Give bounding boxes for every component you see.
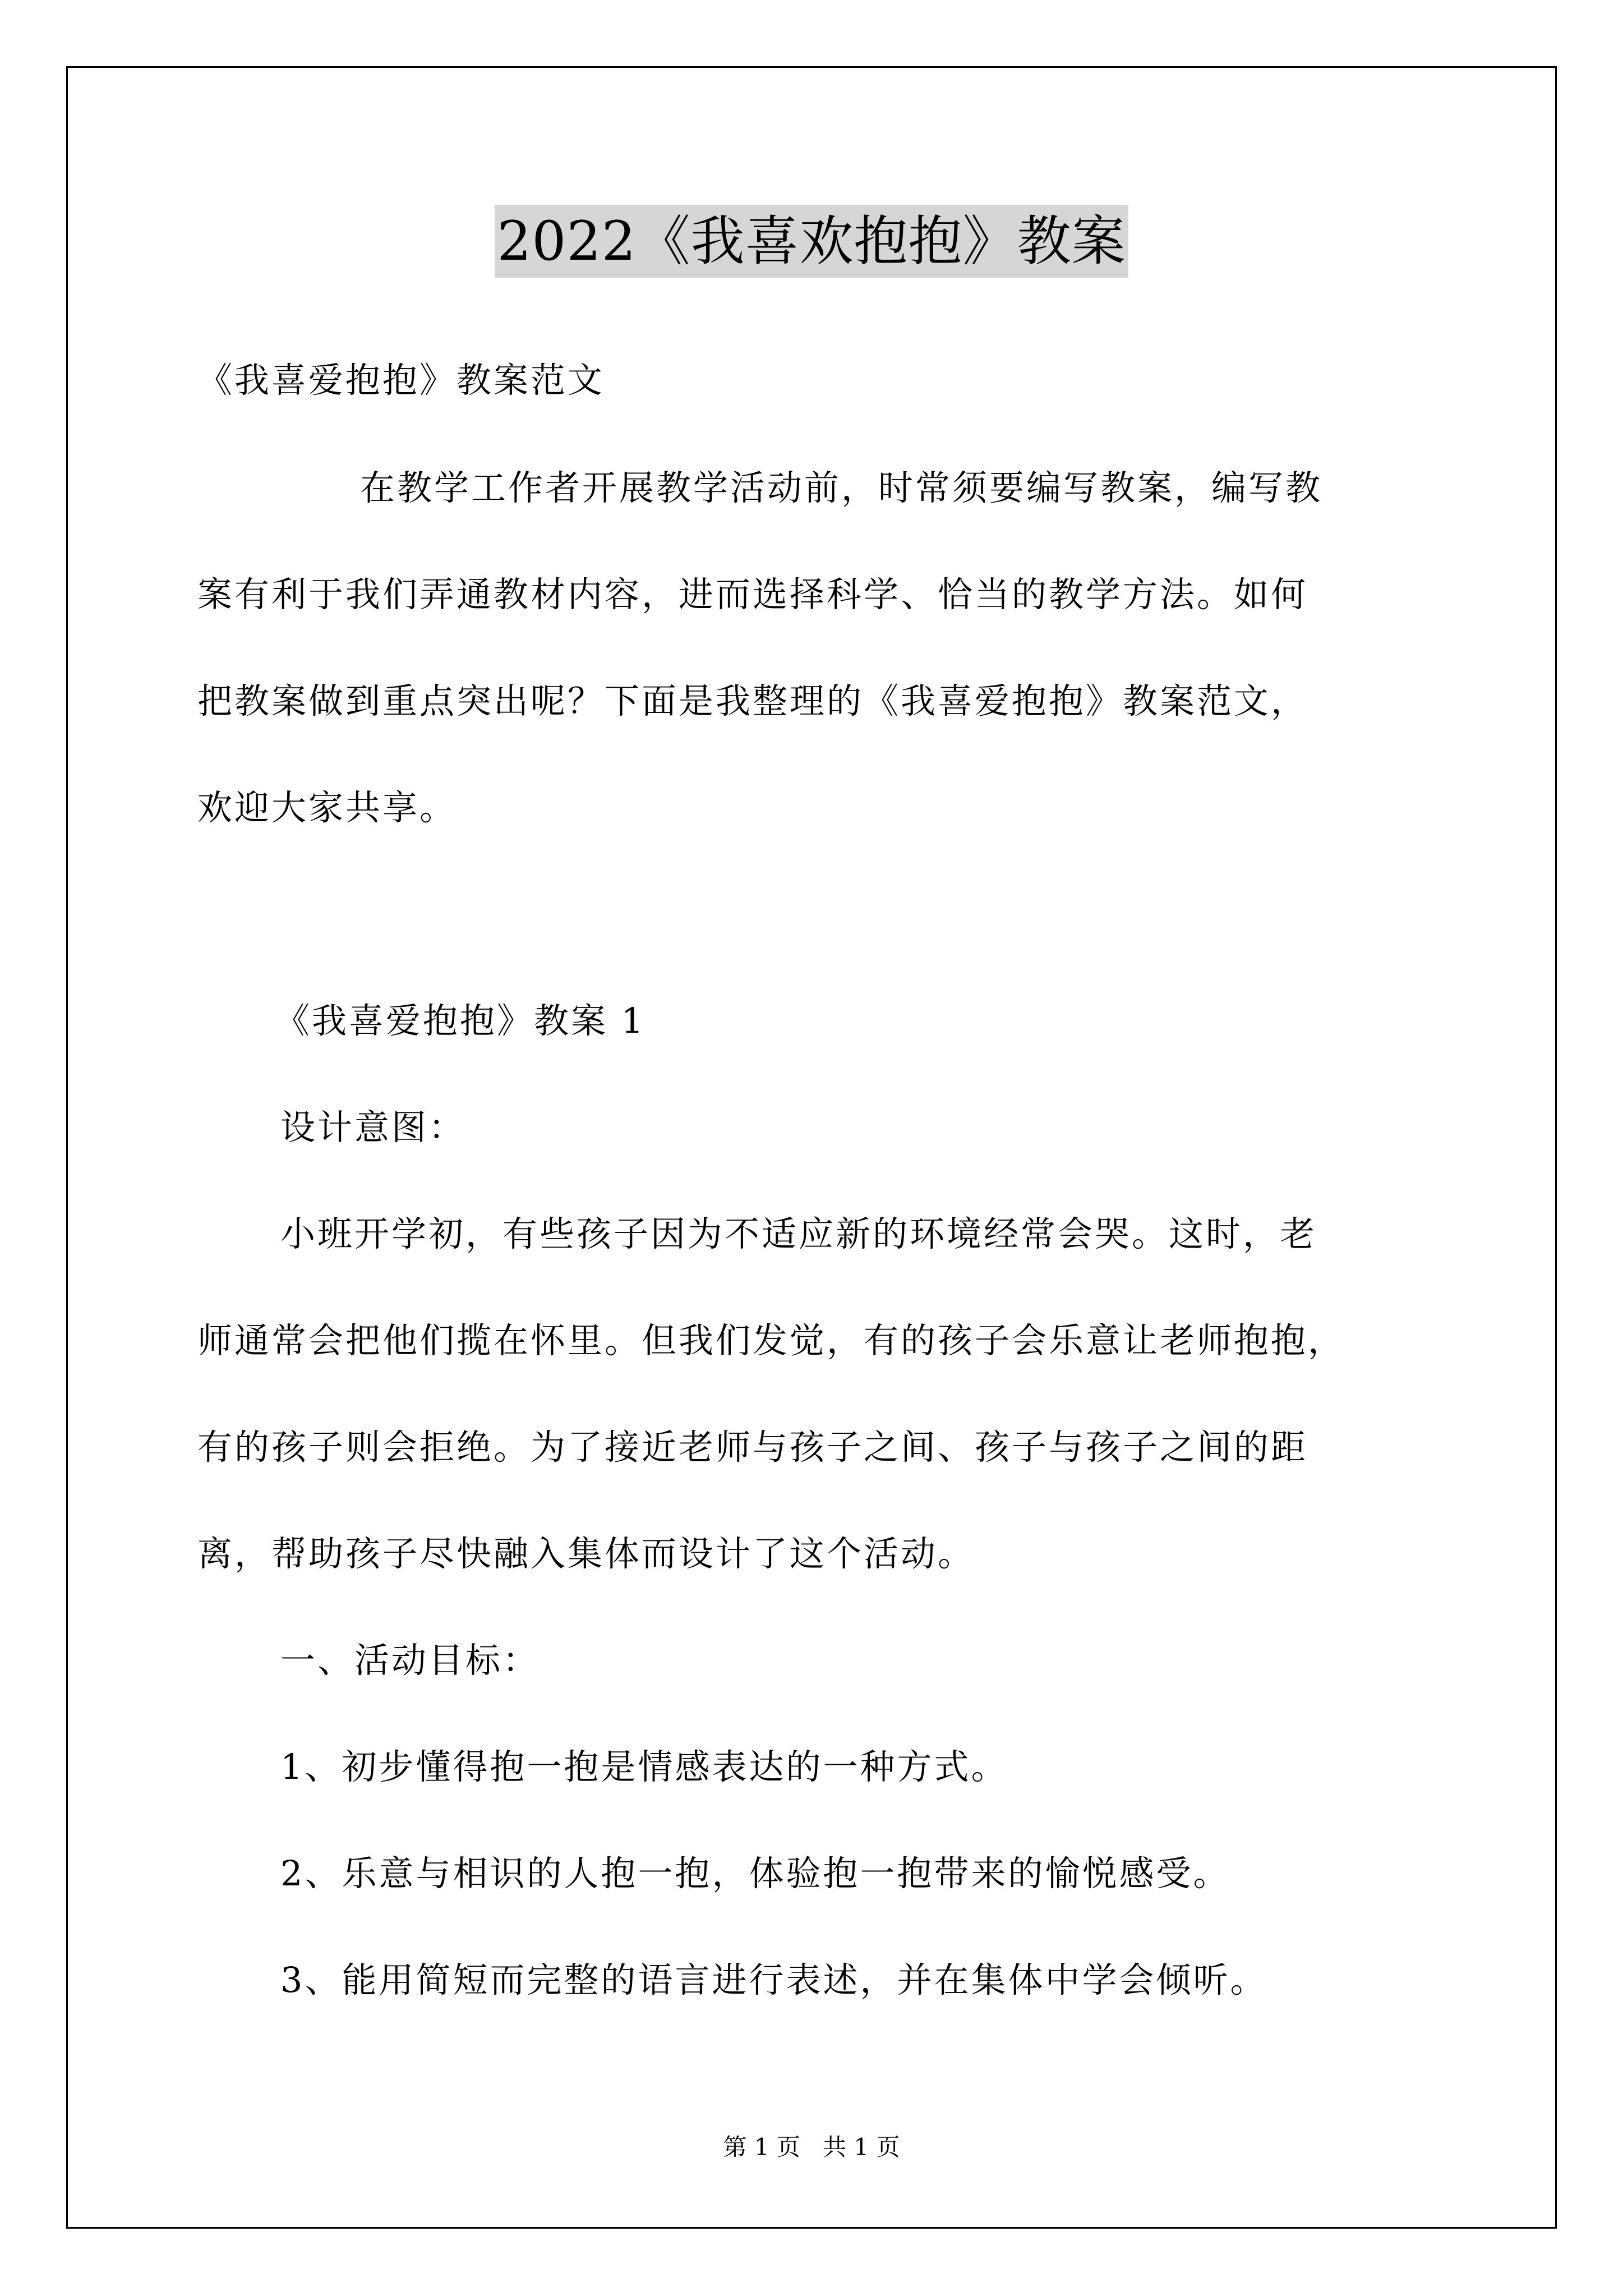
document-title: 2022《我喜欢抱抱》教案 — [495, 205, 1128, 278]
document-title-wrapper — [0, 205, 1623, 278]
subtitle: 《我喜爱抱抱》教案范文 — [197, 360, 605, 401]
design-line-1: 小班开学初，有些孩子因为不适应新的环境经常会哭。这时，老 — [280, 1213, 1317, 1254]
section-heading: 《我喜爱抱抱》教案 1 — [275, 1000, 646, 1041]
goals-heading: 一、活动目标： — [280, 1640, 540, 1681]
goal-item-1: 1、初步懂得抱一抱是情感表达的一种方式。 — [280, 1746, 1008, 1787]
intro-line-1: 在教学工作者开展教学活动前，时常须要编写教案，编写教 — [360, 467, 1323, 508]
design-line-3: 有的孩子则会拒绝。为了接近老师与孩子之间、孩子与孩子之间的距 — [197, 1427, 1308, 1467]
intro-line-4: 欢迎大家共享。 — [197, 787, 457, 828]
intro-line-2: 案有利于我们弄通教材内容，进而选择科学、恰当的教学方法。如何 — [197, 574, 1308, 615]
design-line-2: 师通常会把他们揽在怀里。但我们发觉，有的孩子会乐意让老师抱抱， — [197, 1320, 1345, 1361]
design-line-4: 离，帮助孩子尽快融入集体而设计了这个活动。 — [197, 1533, 975, 1574]
design-label: 设计意图： — [280, 1107, 466, 1148]
page-footer: 第 1 页 共 1 页 — [723, 2133, 900, 2161]
goal-item-2: 2、乐意与相识的人抱一抱，体验抱一抱带来的愉悦感受。 — [280, 1853, 1230, 1894]
goal-item-3: 3、能用简短而完整的语言进行表述，并在集体中学会倾听。 — [280, 1959, 1267, 2000]
intro-line-3: 把教案做到重点突出呢？下面是我整理的《我喜爱抱抱》教案范文， — [197, 680, 1308, 721]
